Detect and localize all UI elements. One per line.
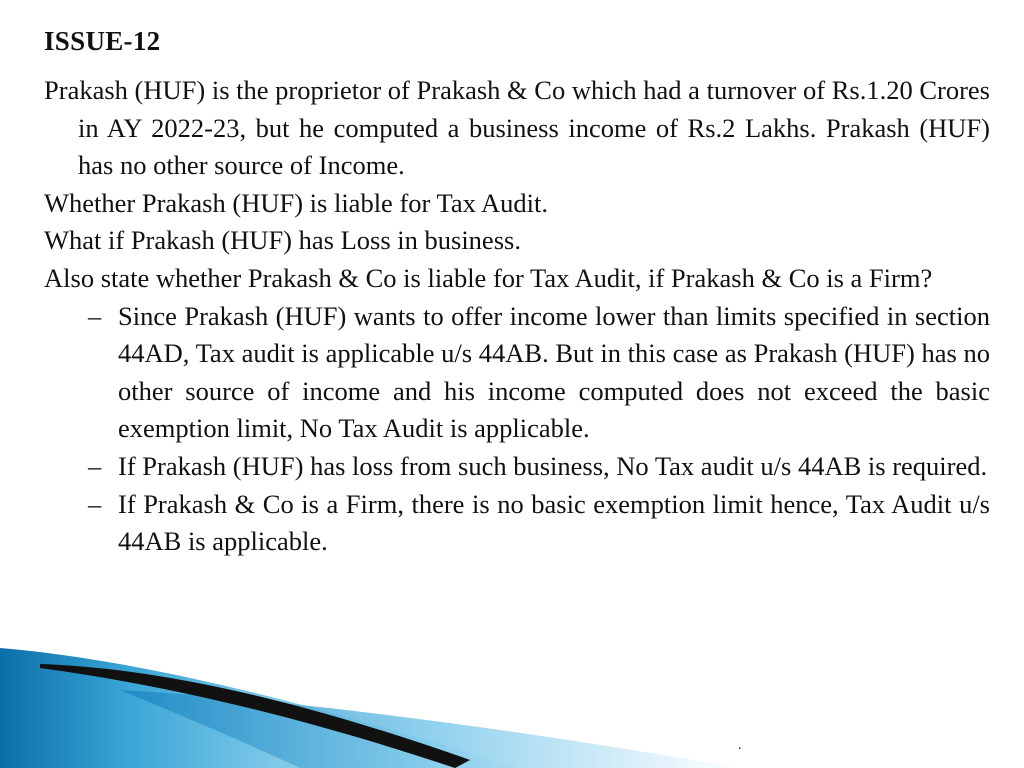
answer-item: [88, 486, 990, 561]
dash-bullet-icon: –: [88, 488, 102, 519]
dash-bullet-icon: –: [88, 450, 102, 481]
answer-text: If Prakash (HUF) has loss from such business, No Tax audit u/s 44AB is required.: [118, 450, 988, 481]
question-paragraph: Prakash (HUF) is the proprietor of Prakash & Co which had a turnover of Rs.1.20 Crores in AY 2022-23, but he computed a business income of Rs.2 Lakhs. Prakash (HUF) has no other source of Income.: [44, 75, 990, 181]
dash-bullet-icon: –: [88, 300, 102, 331]
footer-mark: .: [738, 738, 742, 753]
slide-title: ISSUE-12: [44, 26, 161, 56]
answer-text: Since Prakash (HUF) wants to offer income lower than limits specified in section 44AD, Tax audit is applicable u/s 44AB. But in this case as Prakash (HUF) has no other source of income and his income computed does not exceed the basic exemption limit, No Tax Audit is applicable.: [118, 300, 990, 444]
answer-item: [88, 298, 990, 448]
question-line-loss: What if Prakash (HUF) has Loss in business.: [44, 225, 521, 256]
answer-text: If Prakash & Co is a Firm, there is no basic exemption limit hence, Tax Audit u/s 44AB is applicable.: [118, 488, 990, 557]
answer-item: [88, 448, 990, 486]
question-line-firm: Also state whether Prakash & Co is liable for Tax Audit, if Prakash & Co is a Firm?: [44, 262, 933, 293]
slide-body: [44, 72, 990, 561]
question-line-tax-audit: Whether Prakash (HUF) is liable for Tax Audit.: [44, 187, 548, 218]
